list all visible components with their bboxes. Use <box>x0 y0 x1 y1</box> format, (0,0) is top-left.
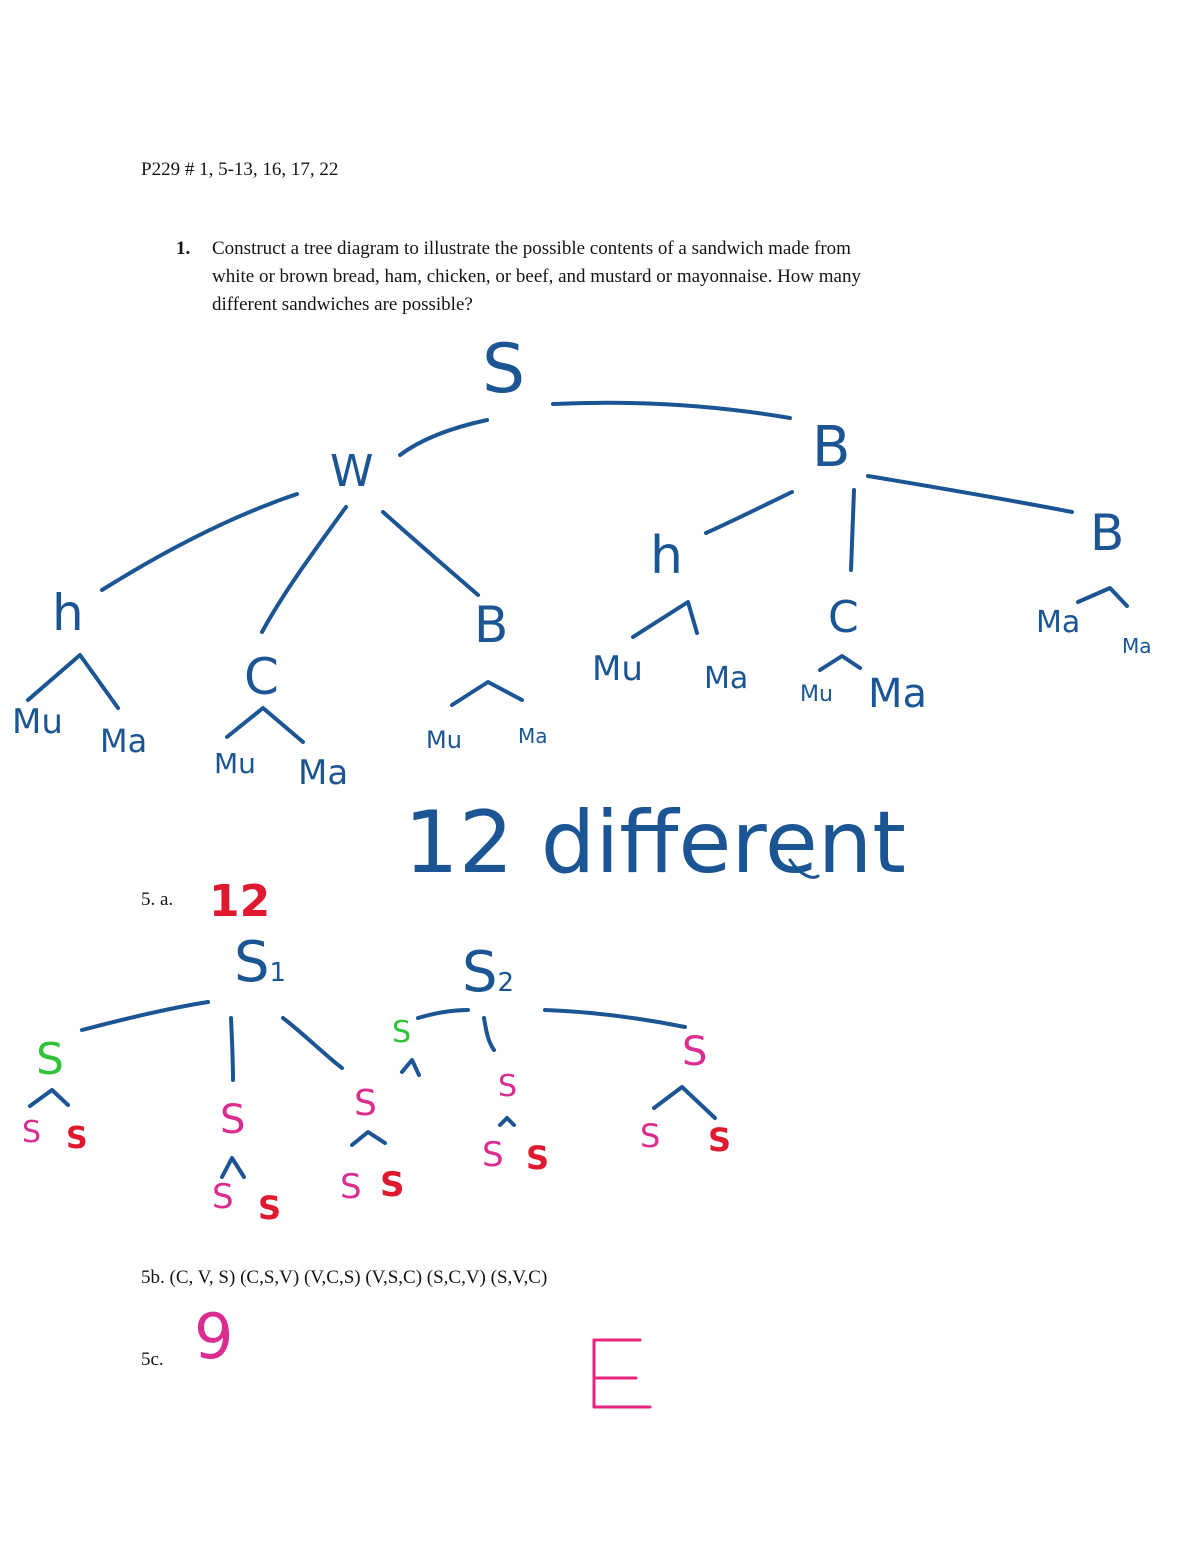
tree1-white-b: B <box>474 596 509 654</box>
tree1-node-w: W <box>330 446 374 497</box>
branch-w-to-c <box>262 507 346 632</box>
tree5-root2 <box>462 940 515 1005</box>
tree5-node-green: S <box>392 1015 412 1050</box>
caret-pink-s-3 <box>500 1118 514 1125</box>
tree5-node-pink: S <box>354 1083 377 1124</box>
leaf-mu: Mu <box>214 747 256 780</box>
answer-5c: 9 <box>194 1300 234 1373</box>
tree5-leaf-pink: S <box>340 1167 362 1207</box>
tree5-leaf-pink: S <box>640 1117 661 1155</box>
tree5-leaf-red: S <box>380 1165 405 1205</box>
leaf-mu: Mu <box>12 702 63 742</box>
caret-b-left <box>452 682 522 705</box>
tree5-node-pink: S <box>220 1097 246 1143</box>
question-1-line: different sandwiches are possible? <box>212 294 473 315</box>
leaf-mu: Mu <box>426 726 462 754</box>
tree5-root1 <box>234 930 287 995</box>
leaf-ma: Ma <box>868 671 928 717</box>
branch-s2-left <box>418 1010 468 1018</box>
tree5-leaf-pink: S <box>212 1177 234 1217</box>
branch-s1-right <box>283 1018 342 1068</box>
tree5-node-green: S <box>36 1034 64 1085</box>
assignment-heading: P229 # 1, 5-13, 16, 17, 22 <box>141 159 339 180</box>
tree5-leaf-pink: S <box>482 1135 504 1175</box>
tree1-brown-b: B <box>1090 504 1125 562</box>
caret-h-right <box>633 602 697 637</box>
question-5c-label: 5c. <box>141 1349 164 1370</box>
caret-c-right <box>820 656 860 670</box>
tree1-white-c: C <box>244 648 279 706</box>
leaf-mu: Mu <box>800 682 833 707</box>
caret-green-s2 <box>402 1060 419 1075</box>
branch-s2-right <box>545 1010 685 1027</box>
leaf-ma: Ma <box>704 661 749 696</box>
question-1-line: Construct a tree diagram to illustrate the possible contents of a sandwich made from <box>212 238 851 259</box>
branch-s-to-w <box>400 420 487 455</box>
caret-pink-s-2 <box>352 1132 385 1145</box>
tree5-root2-subscript: 2 <box>497 968 515 998</box>
leaf-ma: Ma <box>1122 634 1152 658</box>
leaf-ma: Ma <box>1036 605 1081 640</box>
leaf-ma: Ma <box>298 753 349 793</box>
tree1-brown-h: h <box>650 526 683 586</box>
leaf-ma: Ma <box>100 722 148 760</box>
branch-b-to-b <box>868 476 1072 512</box>
branch-s1-left <box>82 1002 208 1030</box>
branch-b-to-c <box>851 490 854 570</box>
tree5-leaf-pink: S <box>22 1115 42 1150</box>
tree5-root1-letter: S <box>234 930 270 995</box>
tree5-leaf-red: S <box>258 1189 282 1227</box>
caret-c-left <box>227 708 303 742</box>
question-5a-label: 5. a. <box>141 889 174 910</box>
tree5-leaf-red: S <box>66 1121 88 1156</box>
branch-s1-middle <box>231 1018 233 1080</box>
branch-w-to-h <box>102 494 297 590</box>
question-1-line: white or brown bread, ham, chicken, or beef, and mustard or mayonnaise. How many <box>212 266 861 287</box>
answer-5a: 12 <box>209 876 271 927</box>
tree5-root1-subscript: 1 <box>269 958 287 988</box>
tree1-root-s: S <box>482 330 526 409</box>
tree1-brown-c: C <box>828 592 859 643</box>
tree1-node-b: B <box>812 415 851 480</box>
question-1-text <box>212 235 1032 319</box>
caret-pink-s-1 <box>222 1158 244 1177</box>
question-1-number: 1. <box>176 238 191 259</box>
branch-w-to-b <box>383 512 478 595</box>
caret-pink-s-4 <box>654 1087 715 1118</box>
question-5b-answer: 5b. (C, V, S) (C,S,V) (V,C,S) (V,S,C) (S,C,V) (S,V,C) <box>141 1267 548 1288</box>
caret-green-s <box>30 1090 68 1106</box>
branch-s-to-b <box>553 403 790 418</box>
branch-s2-middle <box>484 1018 494 1050</box>
leaf-mu: Mu <box>592 649 643 689</box>
caret-h-left <box>28 655 118 708</box>
tree5-node-pink: S <box>498 1069 518 1104</box>
tree5-node-pink: S <box>682 1029 708 1075</box>
tree5-leaf-red: S <box>526 1139 550 1177</box>
tree5-root2-letter: S <box>462 940 498 1005</box>
leaf-ma: Ma <box>518 724 548 748</box>
tree1-white-h: h <box>52 584 84 642</box>
tree5-leaf-red: S <box>708 1121 732 1159</box>
branch-b-to-h <box>706 492 792 533</box>
tree1-answer: 12 different <box>404 793 907 893</box>
caret-b-right <box>1078 588 1127 606</box>
